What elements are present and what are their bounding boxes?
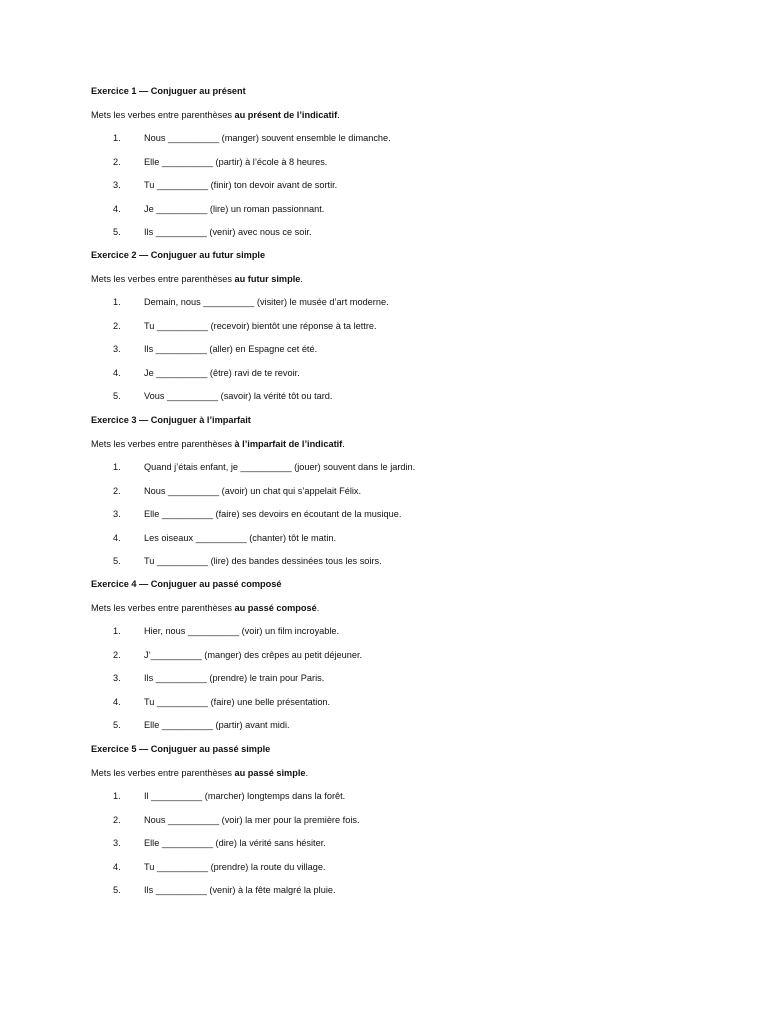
exercise-items bbox=[91, 789, 711, 907]
exercise-item bbox=[91, 225, 711, 249]
item-number: 5. bbox=[113, 556, 121, 566]
exercise-item bbox=[91, 695, 711, 719]
item-sentence: Nous __________ (voir) la mer pour la première fois. bbox=[144, 814, 360, 825]
item-sentence: Elle __________ (partir) avant midi. bbox=[144, 720, 290, 730]
item-number: 4. bbox=[113, 861, 121, 872]
item-number: 4. bbox=[113, 203, 121, 214]
instruction-bold: au passé composé bbox=[234, 603, 317, 613]
instruction-prefix: Mets les verbes entre parenthèses bbox=[91, 439, 235, 449]
item-number: 4. bbox=[113, 367, 121, 378]
instruction-suffix: . bbox=[316, 603, 320, 613]
item-number: 2. bbox=[113, 485, 121, 496]
item-number: 5. bbox=[113, 720, 121, 730]
exercise-instruction bbox=[91, 766, 711, 780]
exercise-4 bbox=[91, 577, 711, 742]
instruction-bold: au futur simple bbox=[234, 274, 301, 284]
item-number: 1. bbox=[113, 133, 121, 143]
exercise-item bbox=[91, 507, 711, 531]
exercise-item bbox=[91, 789, 711, 813]
exercise-title: Exercice 2 — Conjuguer au futur simple bbox=[91, 250, 266, 260]
item-number: 3. bbox=[113, 180, 121, 190]
item-sentence: Ils __________ (venir) avec nous ce soir. bbox=[144, 227, 312, 237]
instruction-prefix: Mets les verbes entre parenthèses bbox=[91, 110, 235, 120]
exercise-item bbox=[91, 813, 711, 837]
item-sentence: Vous __________ (savoir) la vérité tôt ou tard. bbox=[144, 391, 333, 401]
item-number: 1. bbox=[113, 462, 121, 472]
exercise-item bbox=[91, 718, 711, 742]
instruction-suffix: . bbox=[337, 110, 340, 120]
exercise-1 bbox=[91, 84, 711, 249]
item-sentence: Les oiseaux __________ (chanter) tôt le matin. bbox=[144, 532, 337, 543]
item-sentence: Elle __________ (partir) à l’école à 8 heures. bbox=[144, 156, 328, 167]
exercise-instruction bbox=[91, 601, 711, 615]
exercise-item bbox=[91, 131, 711, 155]
item-sentence: Demain, nous __________ (visiter) le musée d’art moderne. bbox=[144, 297, 389, 307]
item-number: 4. bbox=[113, 532, 121, 543]
item-number: 5. bbox=[113, 391, 121, 401]
exercise-items bbox=[91, 460, 711, 578]
instruction-bold: au passé simple bbox=[234, 768, 306, 778]
item-number: 4. bbox=[113, 696, 121, 707]
exercise-item bbox=[91, 648, 711, 672]
exercise-items bbox=[91, 295, 711, 413]
exercise-item bbox=[91, 319, 711, 343]
instruction-suffix: . bbox=[342, 439, 345, 449]
item-number: 1. bbox=[113, 626, 121, 636]
item-number: 1. bbox=[113, 297, 121, 307]
item-number: 5. bbox=[113, 885, 121, 895]
exercise-2 bbox=[91, 248, 711, 413]
exercise-items bbox=[91, 624, 711, 742]
item-sentence: Je __________ (lire) un roman passionnant. bbox=[144, 203, 325, 214]
item-sentence: Tu __________ (prendre) la route du village. bbox=[144, 861, 326, 872]
exercise-instruction bbox=[91, 272, 711, 286]
exercise-item bbox=[91, 202, 711, 226]
exercise-item bbox=[91, 624, 711, 648]
item-sentence: Elle __________ (faire) ses devoirs en écoutant de la musique. bbox=[144, 509, 402, 519]
item-sentence: Je __________ (être) ravi de te revoir. bbox=[144, 367, 300, 378]
item-number: 3. bbox=[113, 344, 121, 354]
exercise-item bbox=[91, 484, 711, 508]
item-sentence: Tu __________ (finir) ton devoir avant de sortir. bbox=[144, 180, 338, 190]
exercise-item bbox=[91, 342, 711, 366]
item-number: 3. bbox=[113, 509, 121, 519]
item-sentence: Ils __________ (venir) à la fête malgré la pluie. bbox=[144, 885, 336, 895]
item-sentence: Tu __________ (lire) des bandes dessinées tous les soirs. bbox=[144, 556, 382, 566]
exercise-item bbox=[91, 389, 711, 413]
exercise-5 bbox=[91, 742, 711, 907]
item-sentence: Quand j’étais enfant, je __________ (jouer) souvent dans le jardin. bbox=[144, 462, 416, 472]
instruction-prefix: Mets les verbes entre parenthèses bbox=[91, 603, 235, 613]
item-number: 3. bbox=[113, 673, 121, 683]
item-sentence: Hier, nous __________ (voir) un film incroyable. bbox=[144, 626, 340, 636]
exercise-item bbox=[91, 671, 711, 695]
exercise-item bbox=[91, 366, 711, 390]
exercise-instruction bbox=[91, 437, 711, 451]
item-sentence: Il __________ (marcher) longtemps dans la forêt. bbox=[144, 791, 346, 801]
exercise-item bbox=[91, 155, 711, 179]
item-number: 5. bbox=[113, 227, 121, 237]
item-sentence: J’__________ (manger) des crêpes au petit déjeuner. bbox=[144, 649, 363, 660]
exercise-item bbox=[91, 554, 711, 578]
exercise-item bbox=[91, 531, 711, 555]
instruction-suffix: . bbox=[305, 768, 309, 778]
instruction-prefix: Mets les verbes entre parenthèses bbox=[91, 274, 235, 284]
item-sentence: Ils __________ (aller) en Espagne cet été. bbox=[144, 344, 318, 354]
exercise-item bbox=[91, 178, 711, 202]
instruction-bold: à l’imparfait de l’indicatif bbox=[234, 439, 343, 449]
exercise-items bbox=[91, 131, 711, 249]
instruction-prefix: Mets les verbes entre parenthèses bbox=[91, 768, 235, 778]
item-sentence: Nous __________ (avoir) un chat qui s’appelait Félix. bbox=[144, 485, 362, 496]
item-sentence: Tu __________ (recevoir) bientôt une réponse à ta lettre. bbox=[144, 320, 377, 331]
item-sentence: Ils __________ (prendre) le train pour Paris. bbox=[144, 673, 325, 683]
item-sentence: Nous __________ (manger) souvent ensemble le dimanche. bbox=[144, 133, 391, 143]
exercise-3 bbox=[91, 413, 711, 578]
exercise-instruction bbox=[91, 108, 711, 122]
item-number: 2. bbox=[113, 814, 121, 825]
item-sentence: Elle __________ (dire) la vérité sans hésiter. bbox=[144, 838, 326, 848]
item-number: 2. bbox=[113, 320, 121, 331]
item-sentence: Tu __________ (faire) une belle présentation. bbox=[144, 696, 331, 707]
exercise-item bbox=[91, 883, 711, 907]
item-number: 2. bbox=[113, 649, 121, 660]
exercise-title: Exercice 3 — Conjuguer à l’imparfait bbox=[91, 415, 251, 425]
exercise-item bbox=[91, 460, 711, 484]
item-number: 1. bbox=[113, 791, 121, 801]
instruction-bold: au présent de l’indicatif bbox=[234, 110, 338, 120]
exercise-item bbox=[91, 836, 711, 860]
exercise-item bbox=[91, 295, 711, 319]
exercise-title: Exercice 4 — Conjuguer au passé composé bbox=[91, 579, 282, 589]
instruction-suffix: . bbox=[300, 274, 303, 284]
item-number: 3. bbox=[113, 838, 121, 848]
exercise-title: Exercice 5 — Conjuguer au passé simple bbox=[91, 744, 271, 754]
item-number: 2. bbox=[113, 156, 121, 167]
exercise-title: Exercice 1 — Conjuguer au présent bbox=[91, 86, 246, 96]
exercise-item bbox=[91, 860, 711, 884]
